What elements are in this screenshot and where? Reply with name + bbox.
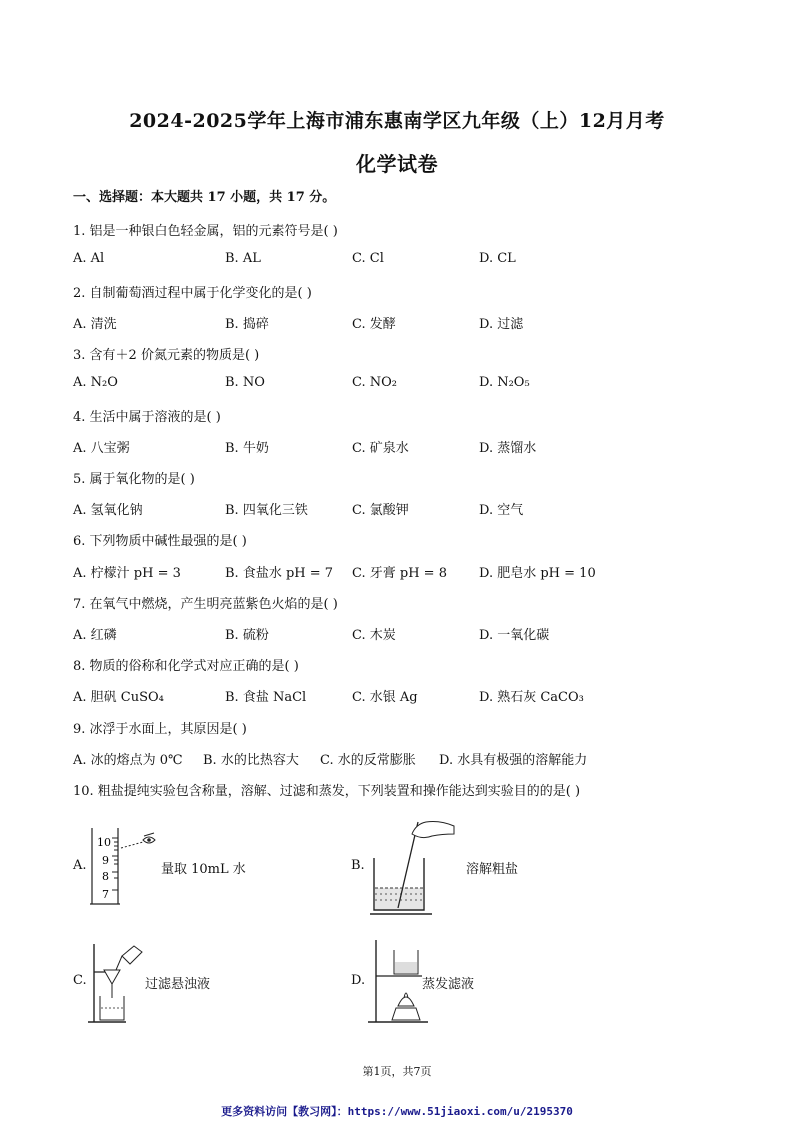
section-heading: 一、选择题：本大题共 17 小题，共 17 分。 bbox=[73, 190, 336, 205]
exam-title: 2024-2025学年上海市浦东惠南学区九年级（上）12月月考 bbox=[129, 110, 665, 132]
option-a: A. 清洗 bbox=[73, 317, 117, 332]
question-7-stem: 7. 在氧气中燃烧，产生明亮蓝紫色火焰的是( ) bbox=[73, 597, 338, 612]
option-b: B. 硫粉 bbox=[225, 628, 269, 643]
question-4-stem: 4. 生活中属于溶液的是( ) bbox=[73, 410, 221, 425]
option-a: A. 胆矾 CuSO₄ bbox=[73, 690, 164, 705]
option-c: C. 发酵 bbox=[352, 317, 396, 332]
option-c: C. NO₂ bbox=[352, 375, 397, 390]
option-d: D. CL bbox=[479, 251, 516, 266]
filtration-figure bbox=[86, 934, 146, 1026]
resource-link[interactable]: 更多资料访问【教习网】：https://www.51jiaoxi.com/u/2195370 bbox=[221, 1105, 573, 1118]
option-b: B. 食盐水 pH = 7 bbox=[225, 566, 334, 581]
option-b: B. 牛奶 bbox=[225, 441, 269, 456]
beaker-stirring-figure bbox=[368, 814, 458, 918]
tick-label: 8 bbox=[102, 870, 109, 883]
option-c: C. 牙膏 pH = 8 bbox=[352, 566, 447, 581]
option-a: A. N₂O bbox=[73, 375, 118, 390]
question-2-stem: 2. 自制葡萄酒过程中属于化学变化的是( ) bbox=[73, 286, 312, 301]
graduated-cylinder-figure bbox=[88, 826, 168, 906]
option-b: B. AL bbox=[225, 251, 261, 266]
option-d: D. 水具有极强的溶解能力 bbox=[439, 753, 588, 768]
question-8-stem: 8. 物质的俗称和化学式对应正确的是( ) bbox=[73, 659, 299, 674]
figure-d-letter: D. bbox=[351, 973, 366, 988]
figure-b-letter: B. bbox=[351, 858, 365, 873]
option-b: B. 水的比热容大 bbox=[203, 753, 299, 768]
option-b: B. 捣碎 bbox=[225, 317, 269, 332]
tick-label: 10 bbox=[97, 836, 111, 849]
option-a: A. 氢氧化钠 bbox=[73, 503, 143, 518]
option-b: B. 食盐 NaCl bbox=[225, 690, 307, 705]
option-a: A. 柠檬汁 pH = 3 bbox=[73, 566, 181, 581]
question-10-stem: 10. 粗盐提纯实验包含称量，溶解、过滤和蒸发，下列装置和操作能达到实验目的的是( ) bbox=[73, 784, 581, 799]
exam-subtitle: 化学试卷 bbox=[356, 152, 438, 176]
option-d: D. N₂O₅ bbox=[479, 375, 530, 390]
option-c: C. Cl bbox=[352, 251, 384, 266]
option-d: D. 肥皂水 pH = 10 bbox=[479, 566, 596, 581]
option-a: A. 红磷 bbox=[73, 628, 117, 643]
figure-c-letter: C. bbox=[73, 973, 87, 988]
question-1-stem: 1. 铝是一种银白色轻金属，铝的元素符号是( ) bbox=[73, 224, 338, 239]
option-d: D. 熟石灰 CaCO₃ bbox=[479, 690, 584, 705]
option-b: B. 四氧化三铁 bbox=[225, 503, 308, 518]
option-d: D. 一氧化碳 bbox=[479, 628, 550, 643]
option-d: D. 蒸馏水 bbox=[479, 441, 537, 456]
option-a: A. Al bbox=[73, 251, 105, 266]
tick-label: 9 bbox=[102, 854, 109, 867]
option-c: C. 木炭 bbox=[352, 628, 396, 643]
page-number: 第1页，共7页 bbox=[362, 1065, 432, 1078]
question-5-stem: 5. 属于氧化物的是( ) bbox=[73, 472, 195, 487]
figure-a-letter: A. bbox=[73, 858, 87, 873]
option-a: A. 冰的熔点为 0℃ bbox=[73, 753, 183, 768]
figure-c-caption: 过滤悬浊液 bbox=[145, 977, 211, 992]
option-c: C. 水银 Ag bbox=[352, 690, 418, 705]
figure-a-caption: 量取 10mL 水 bbox=[161, 862, 246, 877]
option-a: A. 八宝粥 bbox=[73, 441, 130, 456]
option-b: B. NO bbox=[225, 375, 265, 390]
evaporation-figure bbox=[366, 936, 430, 1026]
figure-d-caption: 蒸发滤液 bbox=[422, 977, 475, 992]
option-d: D. 空气 bbox=[479, 503, 524, 518]
tick-label: 7 bbox=[102, 888, 109, 901]
option-c: C. 矿泉水 bbox=[352, 441, 409, 456]
question-9-stem: 9. 冰浮于水面上，其原因是( ) bbox=[73, 722, 247, 737]
figure-b-caption: 溶解粗盐 bbox=[466, 862, 519, 877]
option-d: D. 过滤 bbox=[479, 317, 524, 332]
option-c: C. 氯酸钾 bbox=[352, 503, 409, 518]
option-c: C. 水的反常膨胀 bbox=[320, 753, 416, 768]
question-3-stem: 3. 含有＋2 价氮元素的物质是( ) bbox=[73, 348, 260, 363]
question-6-stem: 6. 下列物质中碱性最强的是( ) bbox=[73, 534, 247, 549]
